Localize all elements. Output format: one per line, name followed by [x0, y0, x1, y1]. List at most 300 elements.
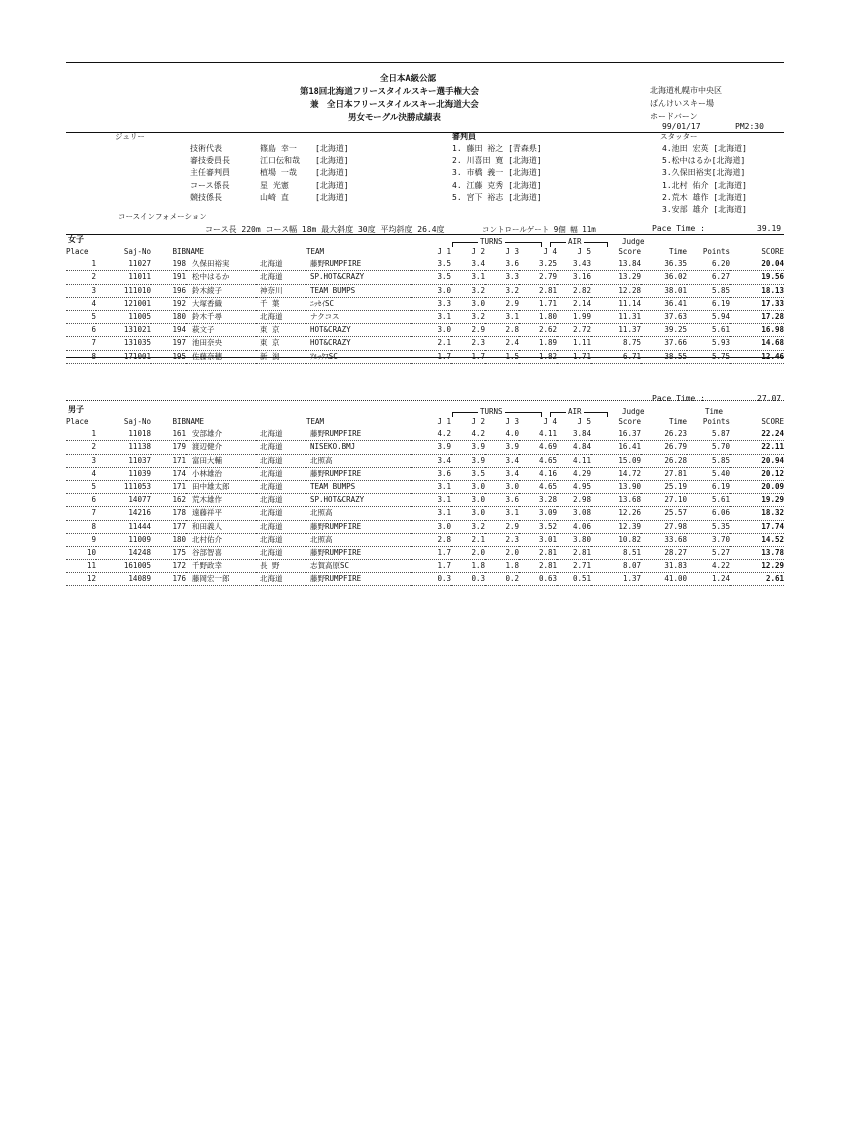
- table-cell: 4.16: [519, 467, 557, 480]
- table-cell: 北海道: [256, 520, 306, 533]
- men-turns-label: TURNS: [480, 407, 503, 416]
- table-row: [66, 467, 784, 480]
- table-row: [66, 297, 784, 310]
- table-cell: 3.0: [411, 284, 451, 297]
- table-cell: 和田義人: [186, 520, 256, 533]
- table-cell: 富田大輔: [186, 454, 256, 467]
- table-cell: 175: [151, 546, 186, 559]
- table-cell: 北海道: [256, 310, 306, 323]
- table-cell: 3.43: [557, 258, 591, 271]
- table-cell: 37.66: [641, 337, 687, 350]
- table-cell: 2.0: [485, 546, 519, 559]
- table-cell: 36.35: [641, 258, 687, 271]
- table-cell: 14248: [96, 546, 151, 559]
- table-cell: 6.06: [687, 507, 730, 520]
- table-cell: 0.63: [519, 573, 557, 586]
- women-judge-label: Judge: [622, 237, 645, 246]
- judges-label: 審判員: [452, 132, 476, 141]
- jury-row: 審技委員長 江口伝和哉 [北海道]: [190, 156, 349, 166]
- table-cell: 3.1: [451, 271, 485, 284]
- table-cell: 8: [66, 350, 96, 363]
- column-header: Saj-No: [123, 417, 151, 427]
- column-header: NAME: [186, 417, 205, 427]
- men-results-table: [66, 416, 784, 586]
- table-cell: 18.13: [730, 284, 784, 297]
- table-cell: 20.09: [730, 480, 784, 493]
- header-line4: 男女モーグル決勝成績表: [348, 113, 441, 123]
- table-cell: 4.2: [411, 428, 451, 441]
- table-cell: 17.74: [730, 520, 784, 533]
- table-cell: 4.65: [519, 454, 557, 467]
- table-cell: 3: [66, 284, 96, 297]
- table-cell: 2.98: [557, 494, 591, 507]
- table-cell: 5.61: [687, 494, 730, 507]
- table-cell: 14216: [96, 507, 151, 520]
- table-cell: 111010: [96, 284, 151, 297]
- table-cell: 北照高: [306, 533, 411, 546]
- table-cell: 東 京: [256, 324, 306, 337]
- table-cell: 27.10: [641, 494, 687, 507]
- event-time: PM2:30: [735, 122, 764, 131]
- column-header: Time: [668, 417, 687, 427]
- table-cell: 3.6: [411, 467, 451, 480]
- table-row: [66, 494, 784, 507]
- table-cell: 1.8: [485, 560, 519, 573]
- table-cell: 6.20: [687, 258, 730, 271]
- table-cell: 4.65: [519, 480, 557, 493]
- table-cell: 11.31: [591, 310, 641, 323]
- table-cell: 6.71: [591, 350, 641, 363]
- column-header: J 1: [437, 247, 451, 257]
- table-cell: 178: [151, 507, 186, 520]
- table-cell: 松中はるか: [186, 271, 256, 284]
- table-row: [66, 507, 784, 520]
- table-cell: 1.80: [519, 310, 557, 323]
- starter-item: 1.北村 佑介 [北海道]: [662, 180, 747, 190]
- top-rule: [66, 62, 784, 63]
- table-cell: 4.69: [519, 441, 557, 454]
- table-cell: 神奈川: [256, 284, 306, 297]
- table-cell: 4: [66, 467, 96, 480]
- table-cell: 3.0: [451, 480, 485, 493]
- jury-row: コース係長 星 光憲 [北海道]: [190, 180, 349, 190]
- table-cell: 0.3: [451, 573, 485, 586]
- column-header: Place: [66, 417, 89, 427]
- judge-item: 4. 江藤 克秀 [北海道]: [452, 180, 542, 190]
- table-cell: 3.6: [485, 258, 519, 271]
- table-cell: 131035: [96, 337, 151, 350]
- table-cell: 2.81: [557, 546, 591, 559]
- course-label: コースインフォメーション: [118, 212, 207, 221]
- table-cell: 6: [66, 324, 96, 337]
- starter-item: 2.荒木 雄作 [北海道]: [662, 192, 747, 202]
- men-section-title: 男子: [68, 405, 84, 414]
- table-cell: 2.1: [411, 337, 451, 350]
- table-cell: 6.27: [687, 271, 730, 284]
- table-cell: 7: [66, 337, 96, 350]
- table-cell: 5.85: [687, 454, 730, 467]
- table-cell: 11138: [96, 441, 151, 454]
- table-cell: 5: [66, 310, 96, 323]
- table-cell: 1.7: [411, 350, 451, 363]
- table-cell: 180: [151, 310, 186, 323]
- table-cell: 2.82: [557, 284, 591, 297]
- column-header: BIB: [172, 417, 186, 427]
- table-cell: 大塚香織: [186, 297, 256, 310]
- table-cell: 161005: [96, 560, 151, 573]
- women-pace-time: 39.19: [757, 224, 782, 233]
- table-cell: 2.1: [451, 533, 485, 546]
- header-line2: 第18回北海道フリースタイルスキー選手権大会: [300, 87, 480, 97]
- table-cell: 安部雄介: [186, 428, 256, 441]
- starter-item: 3.安部 雄介 [北海道]: [662, 205, 747, 215]
- header-line1: 全日本A級公認: [380, 74, 437, 84]
- table-cell: 3.9: [451, 454, 485, 467]
- table-cell: 12.28: [591, 284, 641, 297]
- table-cell: 171: [151, 480, 186, 493]
- table-cell: 13.78: [730, 546, 784, 559]
- table-cell: 17.28: [730, 310, 784, 323]
- table-cell: 2.61: [730, 573, 784, 586]
- table-cell: 3.9: [485, 441, 519, 454]
- starters-label: スタッター: [660, 132, 698, 141]
- table-cell: 176: [151, 573, 186, 586]
- column-header: Place: [66, 247, 89, 257]
- table-cell: 11.37: [591, 324, 641, 337]
- table-cell: 2.3: [451, 337, 485, 350]
- table-cell: 20.12: [730, 467, 784, 480]
- table-cell: 2.9: [485, 520, 519, 533]
- table-cell: 5.75: [687, 350, 730, 363]
- table-cell: 6.19: [687, 480, 730, 493]
- table-cell: 5.27: [687, 546, 730, 559]
- table-cell: 0.3: [411, 573, 451, 586]
- table-cell: 26.28: [641, 454, 687, 467]
- table-cell: 31.83: [641, 560, 687, 573]
- table-cell: 北海道: [256, 467, 306, 480]
- table-cell: 28.27: [641, 546, 687, 559]
- column-header: Saj-No: [123, 247, 151, 257]
- column-header: TEAM: [306, 247, 325, 257]
- column-header: Points: [702, 247, 730, 257]
- table-cell: 遠藤祥平: [186, 507, 256, 520]
- table-cell: 19.29: [730, 494, 784, 507]
- table-cell: 11009: [96, 533, 151, 546]
- table-row: [66, 454, 784, 467]
- table-cell: 4.2: [451, 428, 485, 441]
- table-cell: SP.HOT&CRAZY: [306, 271, 411, 284]
- men-time-label: Time: [705, 407, 724, 416]
- table-cell: 2.62: [519, 324, 557, 337]
- table-cell: 11027: [96, 258, 151, 271]
- table-cell: 131021: [96, 324, 151, 337]
- women-end-rule: [66, 357, 784, 358]
- column-header: SCORE: [761, 417, 784, 427]
- table-cell: 177: [151, 520, 186, 533]
- table-row: [66, 271, 784, 284]
- table-cell: 13.90: [591, 480, 641, 493]
- jury-row: 競技係長 山崎 直 [北海道]: [190, 192, 349, 202]
- table-cell: 3.1: [485, 507, 519, 520]
- table-cell: 14.68: [730, 337, 784, 350]
- table-cell: 16.98: [730, 324, 784, 337]
- table-cell: 37.63: [641, 310, 687, 323]
- column-header: BIB: [172, 247, 186, 257]
- column-header: J 1: [437, 417, 451, 427]
- table-cell: 19.56: [730, 271, 784, 284]
- table-cell: 1.7: [411, 560, 451, 573]
- table-cell: 3.0: [451, 494, 485, 507]
- jury-label: ジュリー: [115, 132, 145, 141]
- table-cell: 10: [66, 546, 96, 559]
- table-cell: 4.84: [557, 441, 591, 454]
- table-cell: 2.9: [451, 324, 485, 337]
- table-row: [66, 546, 784, 559]
- table-cell: 22.11: [730, 441, 784, 454]
- table-row: [66, 337, 784, 350]
- table-cell: 谷部智喜: [186, 546, 256, 559]
- table-cell: 41.00: [641, 573, 687, 586]
- table-cell: 5.87: [687, 428, 730, 441]
- table-cell: 萩文子: [186, 324, 256, 337]
- table-cell: 13.84: [591, 258, 641, 271]
- judge-item: 2. 川喜田 寛 [北海道]: [452, 156, 542, 166]
- table-cell: 北村佑介: [186, 533, 256, 546]
- table-cell: 北海道: [256, 271, 306, 284]
- table-cell: 14.52: [730, 533, 784, 546]
- table-cell: 3.4: [485, 454, 519, 467]
- table-cell: 5.94: [687, 310, 730, 323]
- table-cell: 2.9: [485, 297, 519, 310]
- table-cell: 8: [66, 520, 96, 533]
- table-row: [66, 324, 784, 337]
- table-row: [66, 428, 784, 441]
- table-cell: 4: [66, 297, 96, 310]
- judge-item: 5. 宮下 裕志 [北海道]: [452, 192, 542, 202]
- column-header: TEAM: [306, 417, 325, 427]
- table-cell: 3.2: [451, 520, 485, 533]
- table-cell: 13.68: [591, 494, 641, 507]
- starter-item: 5.松中はるか[北海道]: [662, 156, 746, 166]
- venue-line3: ホードバーン: [650, 112, 698, 121]
- table-cell: 田中雄太郎: [186, 480, 256, 493]
- starter-item: 4.池田 宏英 [北海道]: [662, 144, 747, 153]
- table-cell: 3.1: [485, 310, 519, 323]
- jury-row: 主任審判員 植場 一哉 [北海道]: [190, 168, 349, 178]
- table-cell: 3.6: [485, 494, 519, 507]
- men-pace-time: 27.07: [757, 394, 782, 403]
- table-cell: 25.19: [641, 480, 687, 493]
- table-cell: 174: [151, 467, 186, 480]
- table-cell: 鈴木綾子: [186, 284, 256, 297]
- table-cell: 11.14: [591, 297, 641, 310]
- table-cell: 26.79: [641, 441, 687, 454]
- table-cell: 小林雄治: [186, 467, 256, 480]
- table-cell: 194: [151, 324, 186, 337]
- table-cell: 6.19: [687, 297, 730, 310]
- column-header: J 2: [471, 247, 485, 257]
- table-cell: 26.23: [641, 428, 687, 441]
- table-cell: 3.2: [451, 310, 485, 323]
- table-cell: 3.80: [557, 533, 591, 546]
- table-cell: 3.70: [687, 533, 730, 546]
- table-cell: 161: [151, 428, 186, 441]
- table-cell: 2.81: [519, 284, 557, 297]
- table-cell: 池田奈央: [186, 337, 256, 350]
- table-row: [66, 573, 784, 586]
- table-cell: 8.07: [591, 560, 641, 573]
- table-cell: TEAM BUMPS: [306, 480, 411, 493]
- table-cell: 千 葉: [256, 297, 306, 310]
- column-header: Time: [668, 247, 687, 257]
- table-cell: 1.8: [451, 560, 485, 573]
- table-cell: 33.68: [641, 533, 687, 546]
- table-cell: 179: [151, 441, 186, 454]
- table-cell: 18.32: [730, 507, 784, 520]
- women-header-row: [66, 246, 784, 258]
- table-cell: 171001: [96, 350, 151, 363]
- column-header: J 3: [505, 417, 519, 427]
- table-cell: 12.39: [591, 520, 641, 533]
- men-judge-label: Judge: [622, 407, 645, 416]
- women-section-title: 女子: [68, 235, 84, 244]
- table-cell: 12.26: [591, 507, 641, 520]
- table-cell: 5.40: [687, 467, 730, 480]
- table-cell: 3.1: [411, 507, 451, 520]
- table-cell: 北海道: [256, 533, 306, 546]
- table-cell: 3.5: [411, 258, 451, 271]
- table-cell: 11011: [96, 271, 151, 284]
- table-cell: 9: [66, 533, 96, 546]
- table-cell: 172: [151, 560, 186, 573]
- table-cell: 北海道: [256, 507, 306, 520]
- table-cell: 2.4: [485, 337, 519, 350]
- table-cell: 2.81: [519, 546, 557, 559]
- table-cell: 藤野RUMPFIRE: [306, 546, 411, 559]
- table-cell: 1: [66, 258, 96, 271]
- column-header: Score: [618, 247, 641, 257]
- table-cell: 3.3: [485, 271, 519, 284]
- table-cell: 11005: [96, 310, 151, 323]
- table-cell: 3.0: [451, 507, 485, 520]
- table-cell: 藤野RUMPFIRE: [306, 573, 411, 586]
- table-cell: 6: [66, 494, 96, 507]
- table-cell: 久保田裕実: [186, 258, 256, 271]
- table-cell: 新 潟: [256, 350, 306, 363]
- table-cell: 2.79: [519, 271, 557, 284]
- table-cell: 3.84: [557, 428, 591, 441]
- event-date: 99/01/17: [662, 122, 701, 131]
- table-row: [66, 480, 784, 493]
- column-header: J 5: [577, 247, 591, 257]
- column-header: NAME: [186, 247, 205, 257]
- table-cell: 3.0: [411, 324, 451, 337]
- table-cell: 0.2: [485, 573, 519, 586]
- control-gate: コントロールゲート 9個 幅 11m: [482, 225, 596, 234]
- table-cell: 15.09: [591, 454, 641, 467]
- table-cell: 20.04: [730, 258, 784, 271]
- table-row: [66, 310, 784, 323]
- column-header: J 3: [505, 247, 519, 257]
- table-cell: 北海道: [256, 454, 306, 467]
- table-cell: 12.46: [730, 350, 784, 363]
- table-cell: 1.11: [557, 337, 591, 350]
- column-header: J 2: [471, 417, 485, 427]
- jury-list: [190, 143, 349, 204]
- table-cell: 藤岡宏一郎: [186, 573, 256, 586]
- table-cell: 27.81: [641, 467, 687, 480]
- table-cell: 長 野: [256, 560, 306, 573]
- column-header: J 5: [577, 417, 591, 427]
- table-cell: 5.61: [687, 324, 730, 337]
- table-cell: 3.4: [411, 454, 451, 467]
- table-cell: 4.29: [557, 467, 591, 480]
- table-cell: 佐藤奈穂: [186, 350, 256, 363]
- table-cell: ナクコス: [306, 310, 411, 323]
- table-cell: 3: [66, 454, 96, 467]
- table-cell: 3.3: [411, 297, 451, 310]
- judge-item: 1. 藤田 裕之 [青森県]: [452, 144, 542, 153]
- table-cell: TEAM BUMPS: [306, 284, 411, 297]
- table-cell: 3.2: [485, 284, 519, 297]
- table-cell: 198: [151, 258, 186, 271]
- course-info: コース長 220m コース幅 18m 最大斜度 30度 平均斜度 26.4度: [205, 225, 445, 234]
- table-cell: 北照高: [306, 454, 411, 467]
- table-cell: 0.51: [557, 573, 591, 586]
- table-cell: 2.8: [411, 533, 451, 546]
- table-cell: 3.16: [557, 271, 591, 284]
- table-cell: HOT&CRAZY: [306, 337, 411, 350]
- table-cell: 36.41: [641, 297, 687, 310]
- women-results-table: [66, 246, 784, 364]
- table-cell: 藤野RUMPFIRE: [306, 428, 411, 441]
- table-cell: 16.41: [591, 441, 641, 454]
- women-air-label: AIR: [568, 237, 582, 246]
- table-cell: 3.0: [451, 297, 485, 310]
- column-header: SCORE: [761, 247, 784, 257]
- table-cell: ｱﾙｯｸｽSC: [306, 350, 411, 363]
- jury-row: 技術代表 篠島 幸一 [北海道]: [190, 144, 349, 153]
- table-cell: 2.71: [557, 560, 591, 573]
- men-air-label: AIR: [568, 407, 582, 416]
- table-cell: 3.4: [485, 467, 519, 480]
- table-cell: 2.0: [451, 546, 485, 559]
- table-cell: 5.93: [687, 337, 730, 350]
- table-cell: 1.7: [411, 546, 451, 559]
- table-cell: 北海道: [256, 428, 306, 441]
- table-cell: 3.9: [451, 441, 485, 454]
- table-cell: 191: [151, 271, 186, 284]
- table-cell: 4.0: [485, 428, 519, 441]
- table-cell: 25.57: [641, 507, 687, 520]
- header-line3: 兼 全日本フリースタイルスキー北海道大会: [310, 100, 479, 110]
- table-cell: 藤野RUMPFIRE: [306, 258, 411, 271]
- table-cell: 14.72: [591, 467, 641, 480]
- table-cell: 4.06: [557, 520, 591, 533]
- table-cell: 196: [151, 284, 186, 297]
- table-cell: 鈴木千尋: [186, 310, 256, 323]
- table-cell: 180: [151, 533, 186, 546]
- table-cell: 195: [151, 350, 186, 363]
- table-cell: 3.09: [519, 507, 557, 520]
- table-cell: 5.85: [687, 284, 730, 297]
- table-cell: 北海道: [256, 494, 306, 507]
- table-cell: 36.02: [641, 271, 687, 284]
- table-cell: 192: [151, 297, 186, 310]
- table-cell: 1.82: [519, 350, 557, 363]
- table-row: [66, 284, 784, 297]
- column-header: Points: [702, 417, 730, 427]
